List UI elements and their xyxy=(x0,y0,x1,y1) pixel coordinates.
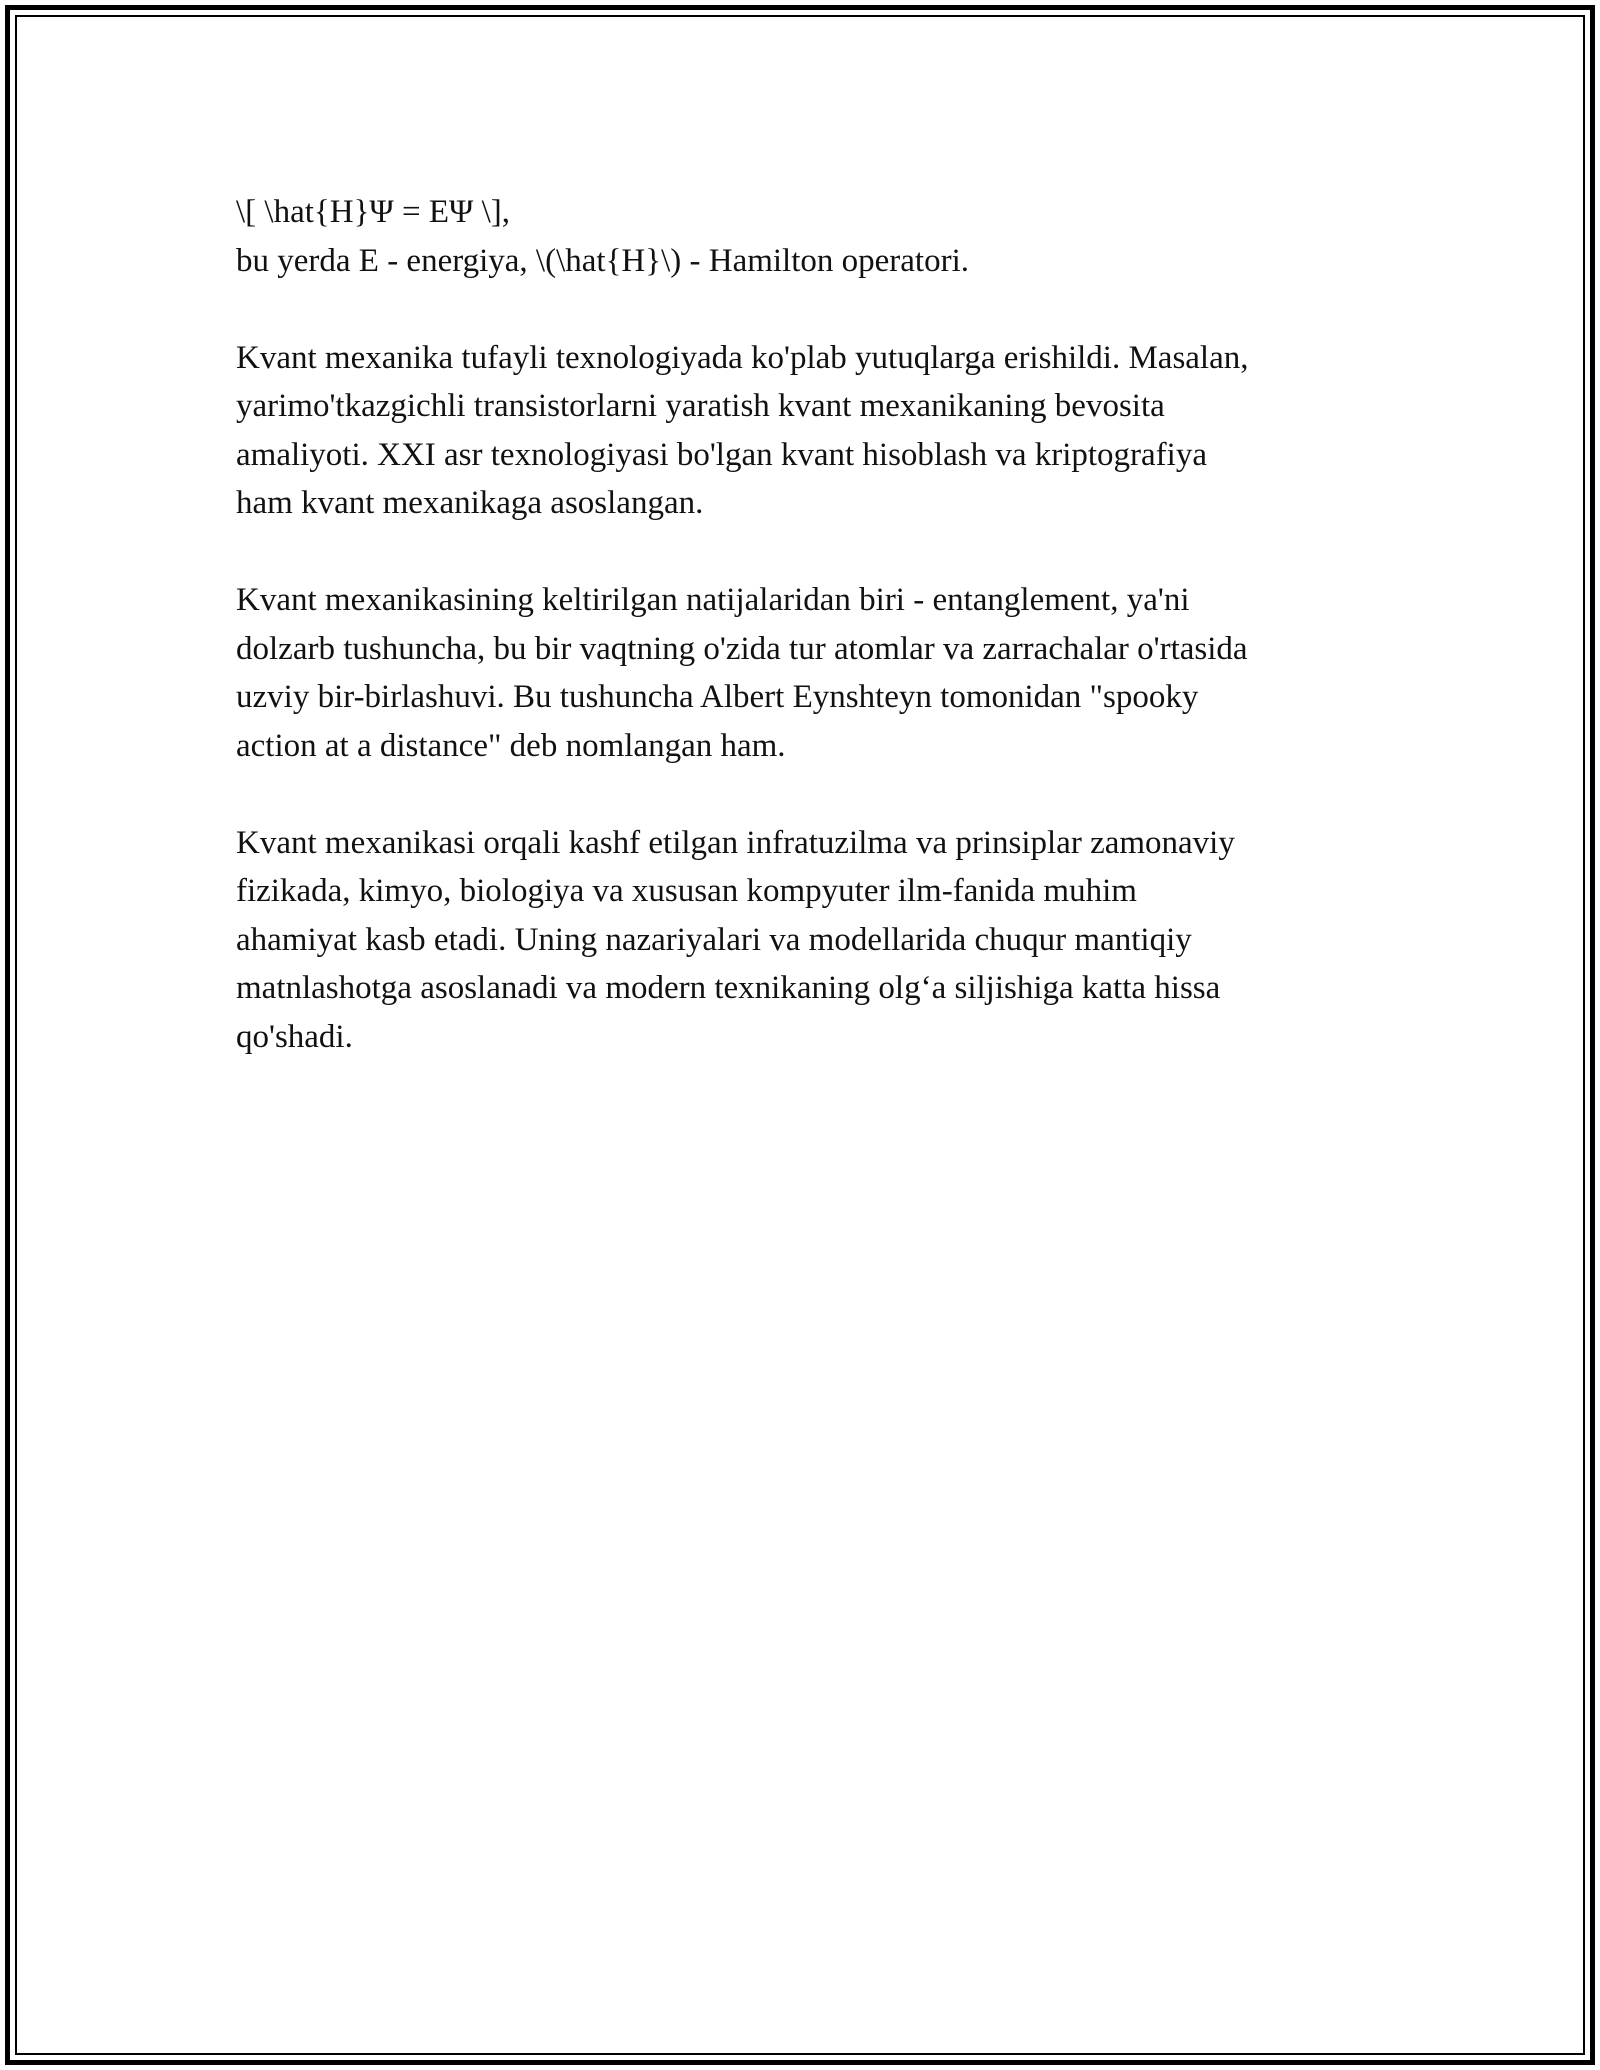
text-line: Kvant mexanikasi orqali kashf etilgan infratuzilma va prinsiplar zamonaviy xyxy=(236,824,1235,861)
text-line: qo'shadi. xyxy=(236,1018,353,1055)
equation-line: \[ \hat{H}Ψ = EΨ \], xyxy=(236,194,511,230)
text-line: amaliyoti. XXI asr texnologiyasi bo'lgan kvant hisoblash va kriptografiya xyxy=(236,436,1207,473)
document-body xyxy=(236,188,1386,1110)
text-line: ham kvant mexanikaga asoslangan. xyxy=(236,485,704,521)
text-line: ahamiyat kasb etadi. Uning nazariyalari va modellarida chuqur mantiqiy xyxy=(236,921,1192,958)
paragraph-entanglement xyxy=(236,576,1386,770)
text-line: yarimo'tkazgichli transistorlarni yaratish kvant mexanikaning bevosita xyxy=(236,388,1165,424)
text-line: Kvant mexanikasining keltirilgan natijalaridan biri - entanglement, ya'ni xyxy=(236,582,1190,618)
text-line: uzviy bir-birlashuvi. Bu tushuncha Albert Eynshteyn tomonidan "spooky xyxy=(236,679,1199,715)
paragraph-equation xyxy=(236,188,1386,285)
text-line: fizikada, kimyo, biologiya va xususan kompyuter ilm-fanida muhim xyxy=(236,873,1137,909)
text-line: dolzarb tushuncha, bu bir vaqtning o'zida tur atomlar va zarrachalar o'rtasida xyxy=(236,630,1248,667)
text-line: bu yerda E - energiya, \(\hat{H}\) - Hamilton operatori. xyxy=(236,242,969,279)
text-line: matnlashotga asoslanadi va modern texnikaning olg‘a siljishiga katta hissa xyxy=(236,970,1221,1006)
text-line: Kvant mexanika tufayli texnologiyada ko'plab yutuqlarga erishildi. Masalan, xyxy=(236,339,1249,376)
paragraph-applications xyxy=(236,819,1386,1062)
text-line: action at a distance" deb nomlangan ham. xyxy=(236,727,786,764)
paragraph-technology xyxy=(236,334,1386,528)
